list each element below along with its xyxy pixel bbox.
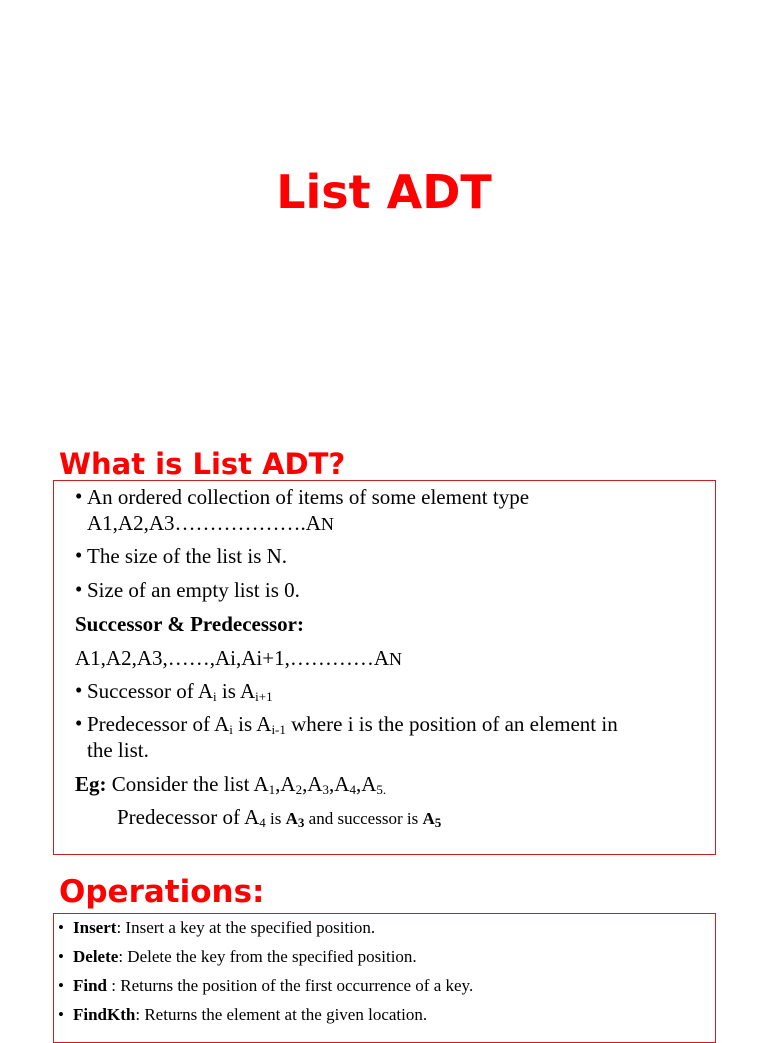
definition-sequence: A1,A2,A3……………….AN (87, 511, 334, 535)
bullet-icon: • (75, 711, 83, 735)
bullet-icon: • (75, 678, 83, 702)
example-line: Eg: Consider the list $A_1,A_2,A_3,A_4,A_{5.}$ (75, 772, 387, 797)
section-heading-what-is: What is List ADT? (59, 447, 346, 481)
example-predecessor-line: Predecessor of $A_4$ is $A_3$ and successor is $A_5$ (117, 805, 442, 830)
empty-size-line: Size of an empty list is 0. (87, 578, 300, 602)
operation-item: Delete: Delete the key from the specified position. (73, 947, 417, 966)
predecessor-line-continued: the list. (87, 738, 149, 762)
section-heading-operations: Operations: (59, 874, 265, 910)
bullet-icon: • (58, 918, 64, 937)
definition-line: An ordered collection of items of some element type (87, 485, 530, 509)
bullet-icon: • (58, 947, 64, 966)
bullet-icon: • (58, 976, 64, 995)
predecessor-line: Predecessor of $A_i$ is $A_{i-1}$ where i is the position of an element in (87, 712, 618, 737)
page-title: List ADT (276, 165, 492, 219)
bullet-icon: • (75, 484, 83, 508)
bullet-icon: • (75, 543, 83, 567)
successor-line: Successor of $A_i$ is $A_{i+1}$ (87, 679, 273, 704)
size-line: The size of the list is N. (87, 544, 288, 568)
operation-item: Insert: Insert a key at the specified position. (73, 918, 376, 937)
sequence-line: A1,A2,A3,……,Ai,Ai+1,…………AN (75, 646, 403, 670)
bullet-icon: • (75, 577, 83, 601)
operation-item: FindKth: Returns the element at the given location. (73, 1005, 428, 1024)
successor-predecessor-heading: Successor & Predecessor: (75, 612, 304, 636)
operation-item: Find : Returns the position of the first occurrence of a key. (73, 976, 474, 995)
bullet-icon: • (58, 1005, 64, 1024)
